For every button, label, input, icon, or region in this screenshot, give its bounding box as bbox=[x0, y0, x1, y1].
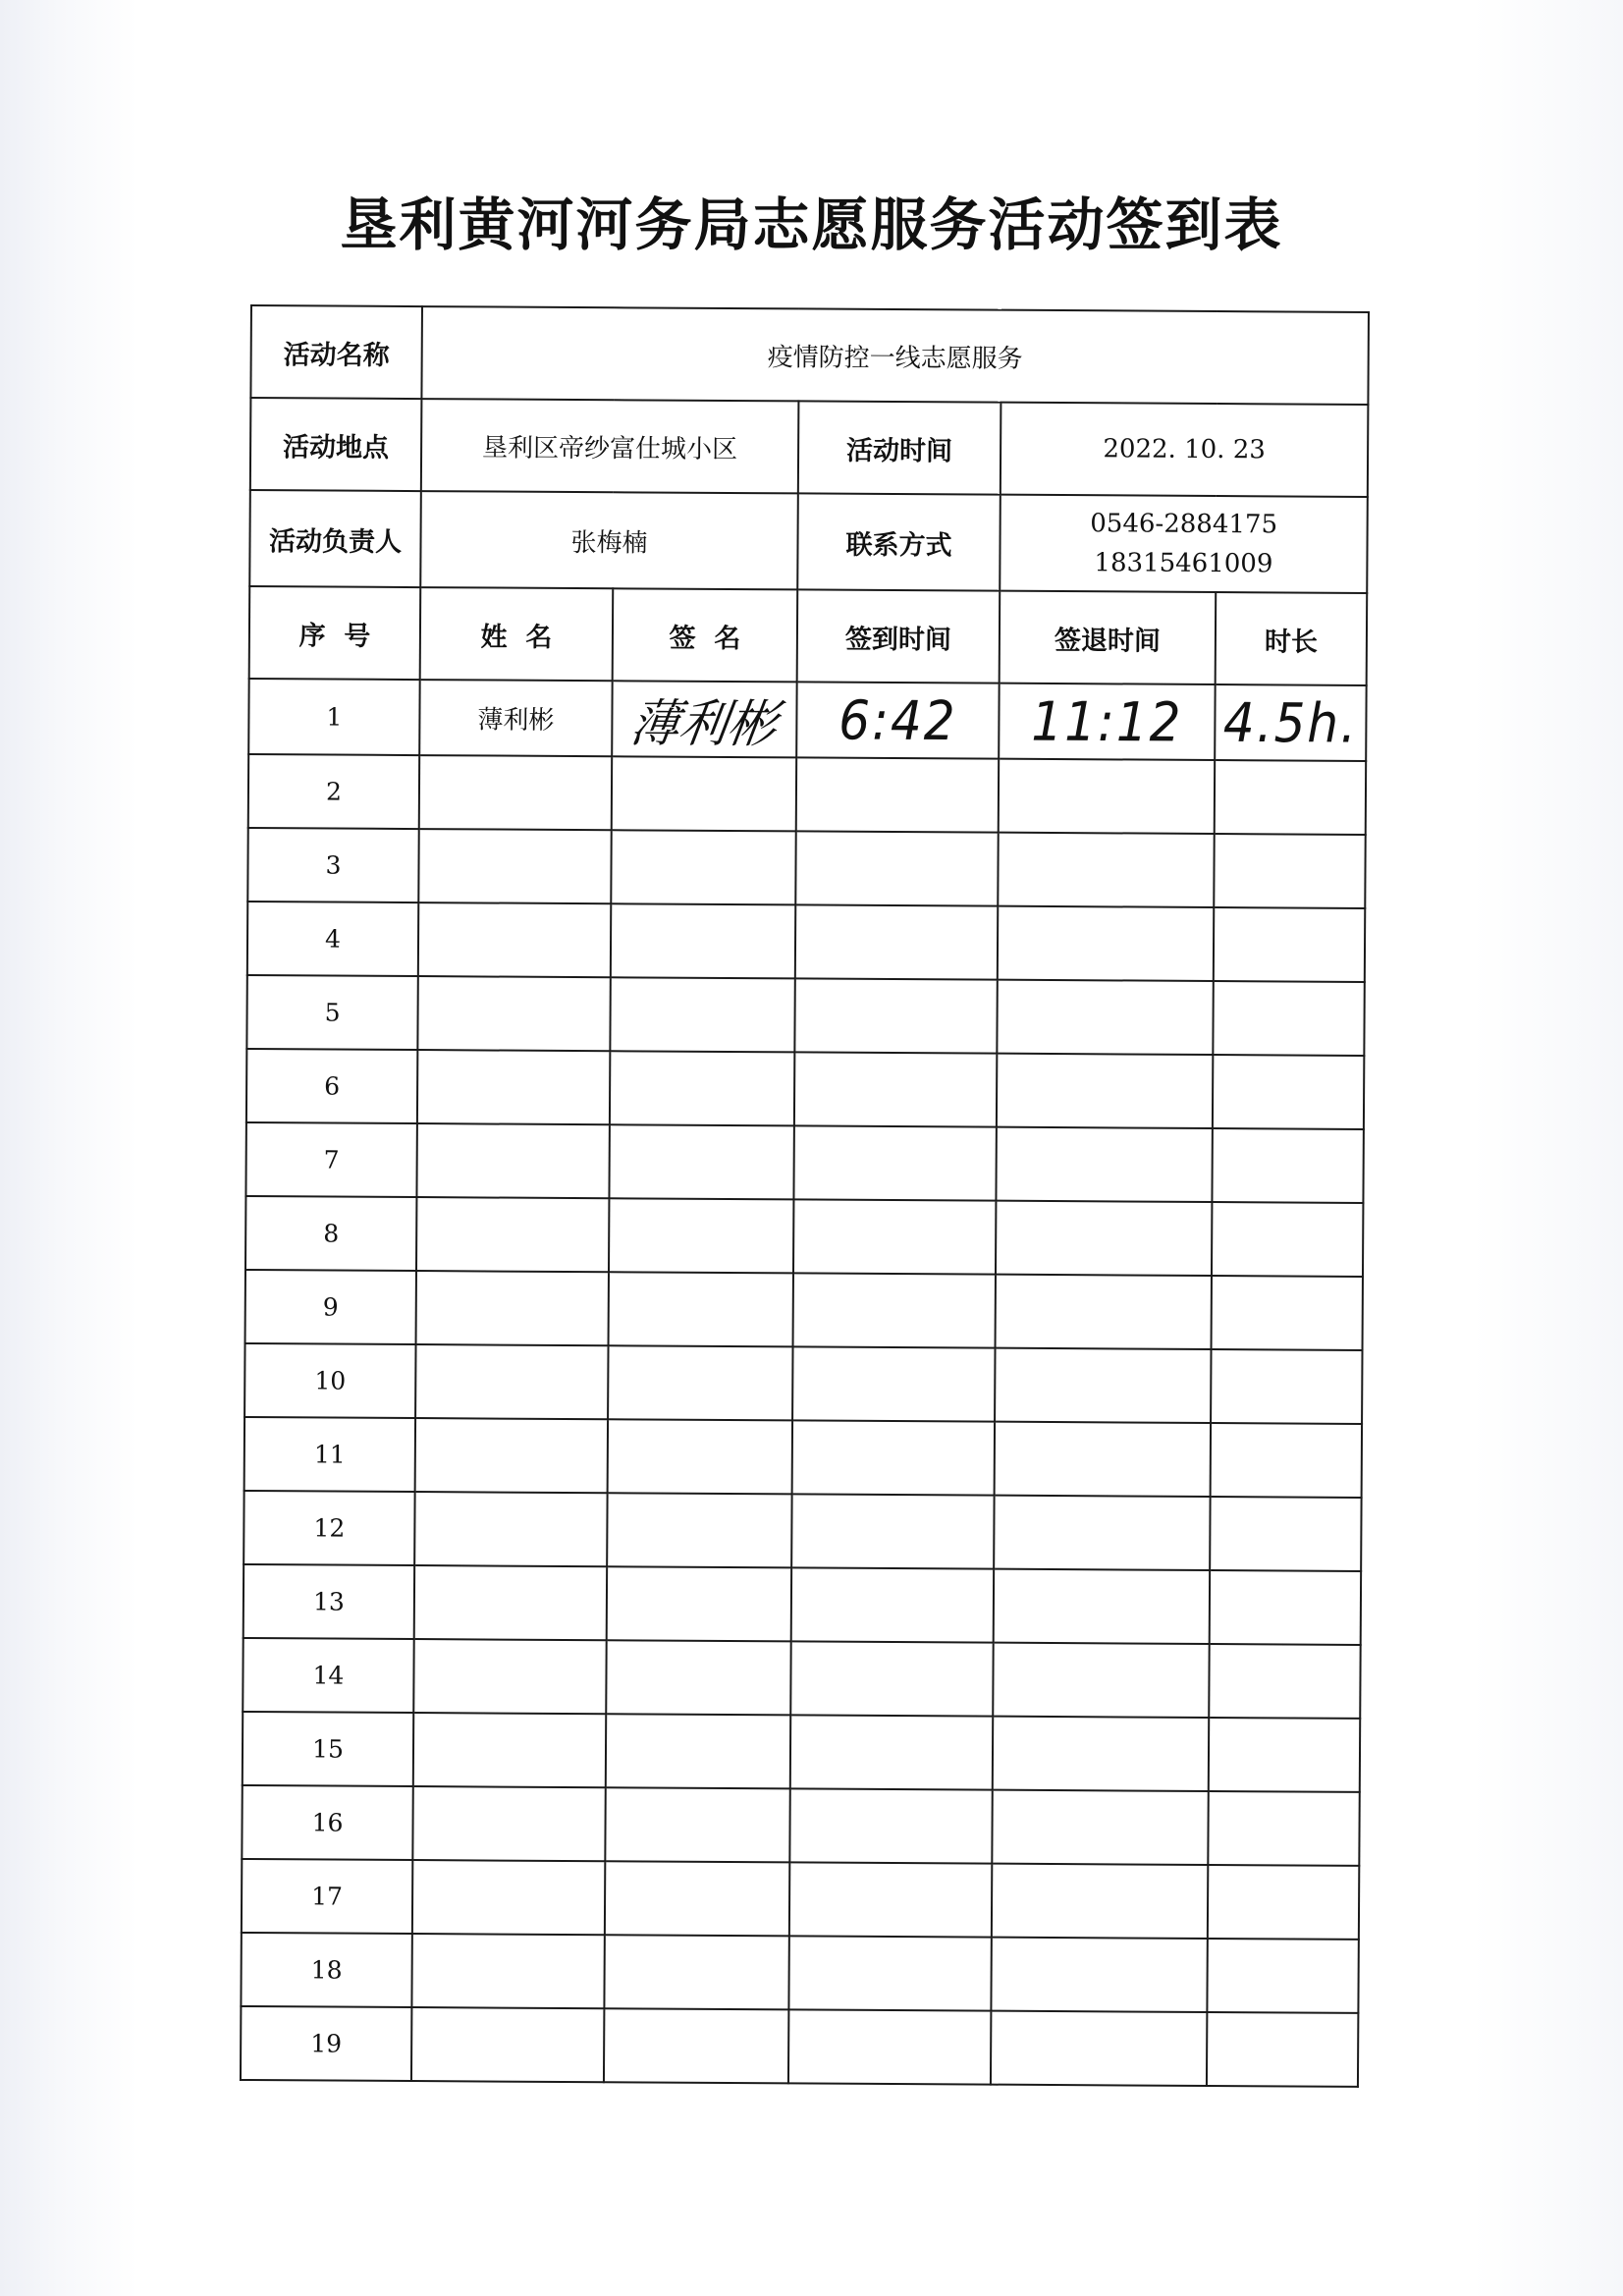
row-signature bbox=[606, 1714, 790, 1788]
row-signature bbox=[607, 1566, 791, 1641]
activity-name-row bbox=[250, 305, 1369, 405]
row-name bbox=[417, 1050, 610, 1124]
row-signature bbox=[605, 1787, 789, 1862]
row-checkin-time bbox=[791, 1567, 994, 1642]
row-signature bbox=[606, 1640, 790, 1715]
row-checkout-time bbox=[994, 1496, 1210, 1570]
row-duration bbox=[1212, 1276, 1364, 1350]
activity-location-row bbox=[250, 398, 1369, 497]
row-name bbox=[415, 1418, 608, 1493]
row-checkout-time bbox=[992, 1790, 1208, 1865]
row-checkout-time bbox=[996, 1275, 1212, 1349]
row-checkin-time bbox=[795, 831, 998, 905]
row-checkout-time bbox=[993, 1717, 1209, 1791]
row-checkin-time bbox=[793, 1199, 996, 1274]
contact-label: 联系方式 bbox=[797, 493, 1001, 590]
row-signature bbox=[608, 1419, 792, 1494]
table-row bbox=[247, 828, 1365, 908]
row-duration bbox=[1210, 1570, 1362, 1645]
row-duration bbox=[1213, 1055, 1365, 1129]
page-title: 垦利黄河河务局志愿服务活动签到表 bbox=[340, 191, 1283, 258]
row-checkout-time bbox=[996, 1127, 1212, 1202]
row-checkout-time bbox=[992, 1864, 1208, 1939]
row-checkin-time bbox=[790, 1641, 993, 1716]
contact-phone-1: 0546-2884175 bbox=[1090, 509, 1278, 540]
row-checkin-time bbox=[794, 1052, 997, 1126]
row-checkin-time bbox=[793, 1125, 996, 1200]
row-name bbox=[418, 829, 611, 903]
activity-leader-row bbox=[249, 490, 1368, 593]
table-row bbox=[243, 1564, 1361, 1645]
row-number: 14 bbox=[243, 1638, 413, 1713]
table-row bbox=[248, 679, 1367, 761]
row-signature bbox=[609, 1272, 793, 1346]
row-checkout-time bbox=[991, 1938, 1207, 2012]
row-signature-handwriting: 薄利彬 bbox=[626, 694, 782, 755]
row-checkout-time bbox=[999, 759, 1215, 834]
row-checkout-time bbox=[997, 980, 1213, 1055]
row-name bbox=[411, 1934, 604, 2008]
row-checkout-time bbox=[995, 1422, 1211, 1497]
table-row bbox=[241, 1933, 1358, 2013]
row-checkin-time bbox=[789, 1862, 992, 1937]
row-name bbox=[413, 1713, 606, 1787]
row-duration bbox=[1212, 1128, 1364, 1203]
row-checkin-time bbox=[796, 682, 999, 758]
row-name bbox=[414, 1492, 607, 1566]
row-number: 16 bbox=[242, 1785, 412, 1860]
row-checkin-time bbox=[794, 978, 997, 1053]
row-checkin-time bbox=[792, 1420, 995, 1495]
column-header-row bbox=[249, 586, 1368, 685]
row-signature bbox=[604, 1935, 788, 2009]
row-checkout-time bbox=[998, 906, 1214, 981]
sign-in-sheet bbox=[240, 304, 1368, 2088]
row-duration bbox=[1208, 1865, 1360, 1940]
row-checkin-time bbox=[788, 2009, 991, 2084]
row-signature bbox=[609, 1198, 793, 1273]
row-duration bbox=[1211, 1423, 1363, 1498]
row-signature bbox=[609, 1124, 793, 1199]
row-checkin-time bbox=[789, 1788, 992, 1863]
row-name bbox=[413, 1639, 606, 1714]
table-row bbox=[241, 2006, 1358, 2087]
row-number: 1 bbox=[248, 679, 419, 755]
row-duration bbox=[1210, 1497, 1362, 1571]
activity-time-label: 活动时间 bbox=[798, 401, 1001, 494]
row-checkout-time bbox=[994, 1569, 1210, 1644]
column-header-seq: 序 号 bbox=[249, 586, 421, 680]
row-number: 15 bbox=[243, 1712, 413, 1786]
table-row bbox=[244, 1417, 1362, 1498]
table-row bbox=[244, 1343, 1362, 1424]
row-checkin-time bbox=[796, 757, 999, 832]
row-checkout-time-handwriting: 11:12 bbox=[1031, 689, 1183, 754]
row-duration bbox=[1212, 1202, 1364, 1277]
row-checkout-time bbox=[991, 2011, 1207, 2086]
row-number: 17 bbox=[242, 1859, 412, 1934]
row-signature bbox=[610, 1051, 794, 1125]
table-row bbox=[243, 1712, 1360, 1792]
row-checkin-time bbox=[790, 1715, 993, 1789]
row-number: 4 bbox=[247, 902, 418, 976]
row-duration bbox=[1209, 1718, 1361, 1792]
row-number: 12 bbox=[243, 1491, 414, 1565]
row-signature bbox=[611, 903, 795, 978]
activity-name-label: 活动名称 bbox=[250, 305, 422, 399]
row-number: 19 bbox=[241, 2006, 411, 2081]
row-duration bbox=[1209, 1644, 1361, 1719]
table-row bbox=[243, 1491, 1361, 1571]
activity-location-value: 垦利区帝纱富仕城小区 bbox=[421, 399, 799, 493]
column-header-duration: 时长 bbox=[1216, 592, 1368, 685]
table-row bbox=[245, 1196, 1363, 1277]
table-row bbox=[243, 1638, 1360, 1719]
row-name: 薄利彬 bbox=[419, 680, 612, 756]
row-checkout-time bbox=[997, 1054, 1213, 1128]
row-number: 9 bbox=[245, 1270, 416, 1344]
row-duration bbox=[1214, 834, 1366, 908]
row-checkin-time bbox=[788, 1936, 991, 2010]
activity-location-label: 活动地点 bbox=[250, 398, 422, 491]
row-signature bbox=[605, 1861, 789, 1936]
activity-leader-value: 张梅楠 bbox=[420, 491, 798, 589]
contact-value bbox=[1000, 495, 1368, 593]
row-number: 8 bbox=[245, 1196, 416, 1271]
sign-in-table bbox=[240, 304, 1370, 2088]
row-signature bbox=[611, 830, 795, 904]
row-name bbox=[412, 1786, 605, 1861]
row-signature bbox=[610, 977, 794, 1052]
row-duration bbox=[1215, 684, 1367, 761]
row-number: 18 bbox=[241, 1933, 411, 2007]
row-number: 6 bbox=[246, 1049, 417, 1123]
row-number: 7 bbox=[245, 1122, 416, 1197]
column-header-signature: 签 名 bbox=[613, 588, 798, 682]
activity-time-value: 2022. 10. 23 bbox=[1001, 403, 1369, 497]
row-signature bbox=[607, 1493, 791, 1567]
table-row bbox=[245, 1270, 1363, 1350]
row-name bbox=[416, 1197, 609, 1272]
row-checkin-time bbox=[791, 1494, 994, 1568]
row-name bbox=[416, 1271, 609, 1345]
row-checkout-time bbox=[993, 1643, 1209, 1718]
row-signature bbox=[608, 1345, 792, 1420]
row-signature bbox=[612, 756, 796, 831]
row-checkin-time-handwriting: 6:42 bbox=[839, 688, 957, 752]
table-row bbox=[246, 975, 1364, 1056]
table-row bbox=[248, 754, 1366, 835]
row-duration bbox=[1208, 1791, 1360, 1866]
row-checkout-time bbox=[999, 683, 1215, 760]
row-signature bbox=[604, 2008, 788, 2083]
column-header-checkin: 签到时间 bbox=[797, 589, 1001, 683]
table-row bbox=[246, 1049, 1364, 1129]
row-duration bbox=[1213, 981, 1365, 1056]
row-duration-handwriting: 4.5h. bbox=[1222, 690, 1359, 755]
row-number: 13 bbox=[243, 1564, 414, 1639]
table-row bbox=[245, 1122, 1363, 1203]
row-number: 5 bbox=[246, 975, 417, 1050]
row-name bbox=[418, 902, 611, 977]
row-duration bbox=[1207, 2012, 1359, 2087]
row-number: 3 bbox=[247, 828, 418, 902]
row-number: 10 bbox=[244, 1343, 415, 1418]
row-checkout-time bbox=[998, 833, 1214, 907]
activity-name-value: 疫情防控一线志愿服务 bbox=[421, 306, 1369, 405]
row-checkout-time bbox=[995, 1348, 1211, 1423]
row-number: 2 bbox=[248, 754, 419, 829]
contact-phone-2: 18315461009 bbox=[1094, 548, 1273, 579]
row-checkin-time bbox=[793, 1273, 996, 1347]
column-header-name: 姓 名 bbox=[420, 587, 614, 681]
row-duration bbox=[1207, 1939, 1359, 2013]
row-number: 11 bbox=[244, 1417, 415, 1492]
row-name bbox=[414, 1565, 607, 1640]
table-row bbox=[242, 1785, 1359, 1866]
row-name bbox=[415, 1344, 608, 1419]
row-duration bbox=[1215, 760, 1367, 835]
row-name bbox=[412, 1860, 605, 1935]
row-duration bbox=[1211, 1349, 1363, 1424]
activity-leader-label: 活动负责人 bbox=[249, 490, 421, 587]
row-duration bbox=[1214, 907, 1366, 982]
row-name bbox=[416, 1123, 609, 1198]
row-checkout-time bbox=[996, 1201, 1212, 1276]
row-name bbox=[411, 2007, 604, 2082]
row-signature bbox=[612, 681, 796, 757]
row-checkin-time bbox=[792, 1346, 995, 1421]
table-row bbox=[247, 902, 1365, 982]
row-name bbox=[419, 755, 612, 830]
row-name bbox=[417, 976, 610, 1051]
column-header-checkout: 签退时间 bbox=[1000, 591, 1217, 684]
table-row bbox=[242, 1859, 1359, 1940]
row-checkin-time bbox=[795, 904, 998, 979]
